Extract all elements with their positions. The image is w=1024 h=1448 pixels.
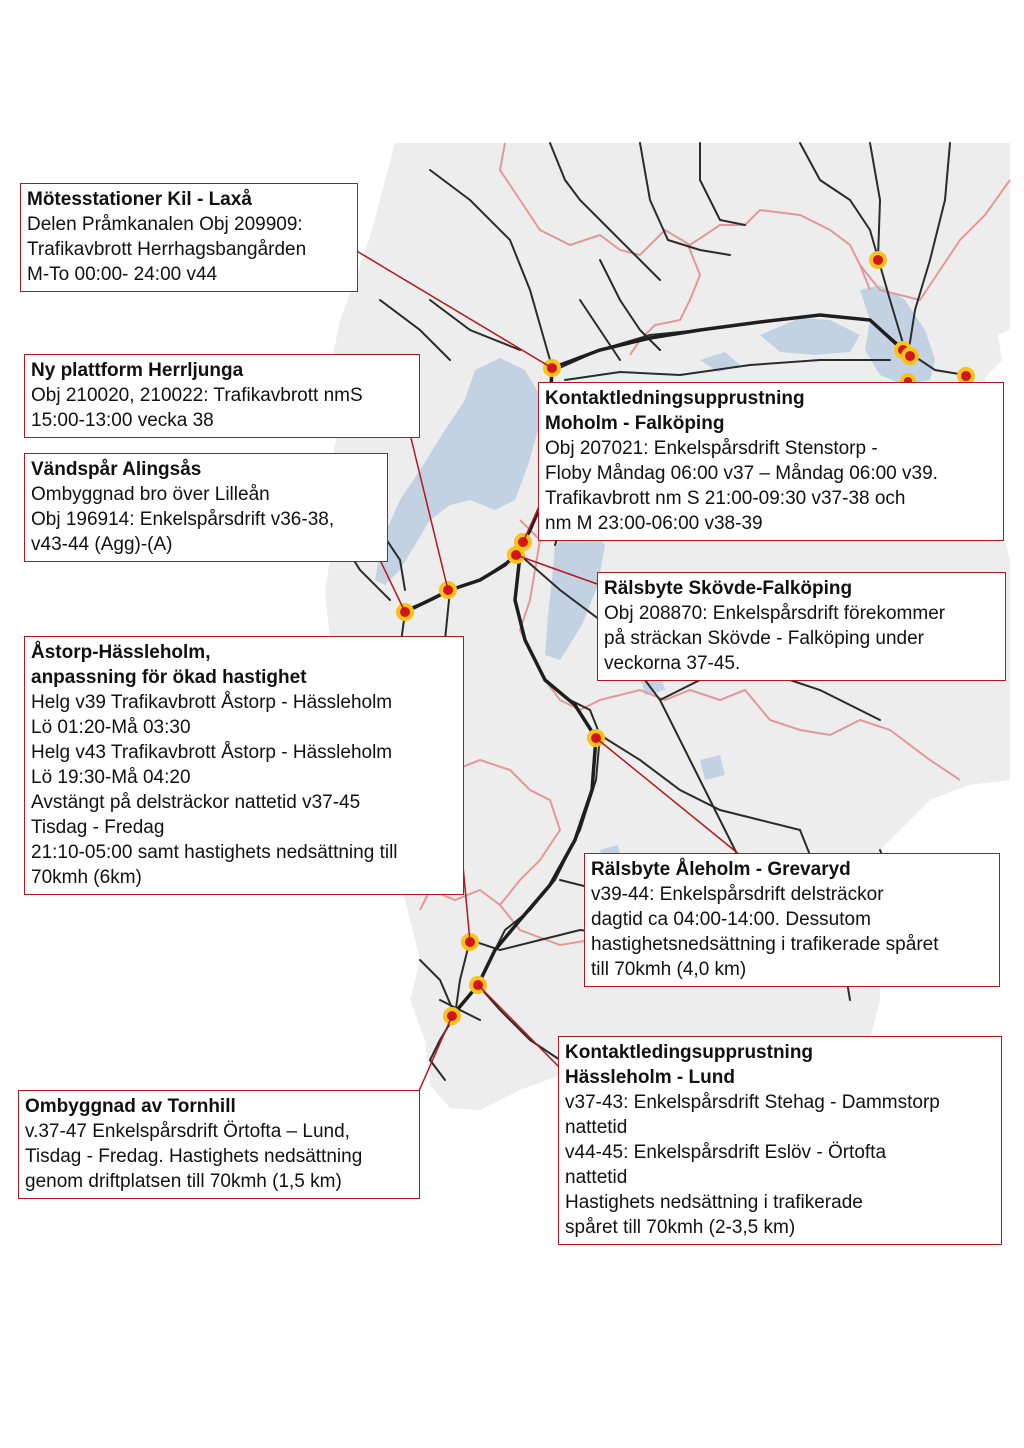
- callout-line: Obj 207021: Enkelspårsdrift Stenstorp -: [545, 438, 878, 459]
- callout-line: nattetid: [565, 1167, 628, 1188]
- callout-line: Obj 208870: Enkelspårsdrift förekommer: [604, 603, 946, 624]
- callout-line: Lö 19:30-Må 04:20: [31, 767, 191, 788]
- callout-subtitle: Hässleholm - Lund: [565, 1067, 735, 1088]
- callout-line: dagtid ca 04:00-14:00. Dessutom: [591, 909, 871, 930]
- callout-line: spåret till 70kmh (2-3,5 km): [565, 1217, 796, 1238]
- callout-line: 21:10-05:00 samt hastighets nedsättning till: [31, 842, 398, 863]
- callout-title: Åstorp-Hässleholm,: [31, 642, 211, 663]
- callout-line: nm M 23:00-06:00 v38-39: [545, 513, 763, 534]
- callout-line: veckorna 37-45.: [604, 653, 741, 674]
- callout-title: Rälsbyte Skövde-Falköping: [604, 578, 853, 599]
- callout-line: på sträckan Skövde - Falköping under: [604, 628, 925, 649]
- callout-astorp: [24, 636, 464, 895]
- callout-line: Obj 210020, 210022: Trafikavbrott nmS: [31, 385, 363, 406]
- callout-line: v43-44 (Agg)-(A): [31, 534, 173, 555]
- callout-alingsas: [24, 453, 388, 562]
- callout-title: Vändspår Alingsås: [31, 459, 202, 480]
- callout-title: Mötesstationer Kil - Laxå: [27, 189, 252, 210]
- callout-herrljunga: [24, 354, 420, 438]
- marker-top-right-1: [871, 253, 885, 267]
- callout-title: Ombyggnad av Tornhill: [25, 1096, 236, 1117]
- callout-line: genom driftplatsen till 70kmh (1,5 km): [25, 1171, 342, 1192]
- callout-line: v37-43: Enkelspårsdrift Stehag - Dammstorp: [565, 1092, 940, 1113]
- callout-line: v44-45: Enkelspårsdrift Eslöv - Örtofta: [565, 1142, 887, 1163]
- callout-line: nattetid: [565, 1117, 628, 1138]
- callout-line: Lö 01:20-Må 03:30: [31, 717, 191, 738]
- callout-aleholm: [584, 853, 1000, 987]
- callout-lund: [558, 1036, 1002, 1245]
- callout-title: Kontaktledingsupprustning: [565, 1042, 814, 1063]
- callout-skovde: [597, 572, 1006, 681]
- callout-line: v.37-47 Enkelspårsdrift Örtofta – Lund,: [25, 1121, 350, 1142]
- callout-line: Avstängt på delsträckor nattetid v37-45: [31, 792, 361, 813]
- callout-line: Trafikavbrott nm S 21:00-09:30 v37-38 och: [545, 488, 906, 509]
- callout-line: v39-44: Enkelspårsdrift delsträckor: [591, 884, 884, 905]
- callout-line: 15:00-13:00 vecka 38: [31, 410, 214, 431]
- callout-line: hastighetsnedsättning i trafikerade spåret: [591, 934, 939, 955]
- callout-line: M-To 00:00- 24:00 v44: [27, 264, 218, 285]
- callout-line: Tisdag - Fredag. Hastighets nedsättning: [25, 1146, 363, 1167]
- marker-top-right-4: [959, 369, 973, 383]
- callout-subtitle: Moholm - Falköping: [545, 413, 725, 434]
- callout-moholm: [538, 382, 1004, 541]
- callout-line: Hastighets nedsättning i trafikerade: [565, 1192, 863, 1213]
- callout-subtitle: anpassning för ökad hastighet: [31, 667, 307, 688]
- callout-kil-laxa: [20, 183, 358, 292]
- callout-tornhill: [18, 1090, 420, 1199]
- callout-line: Trafikavbrott Herrhagsbangården: [27, 239, 307, 260]
- callout-line: Delen Pråmkanalen Obj 209909:: [27, 214, 303, 235]
- callout-title: Kontaktledningsupprustning: [545, 388, 805, 409]
- callout-line: Tisdag - Fredag: [31, 817, 165, 838]
- callout-line: Helg v43 Trafikavbrott Åstorp - Hässleholm: [31, 742, 393, 763]
- callout-line: Floby Måndag 06:00 v37 – Måndag 06:00 v39.: [545, 463, 938, 484]
- callout-line: till 70kmh (4,0 km): [591, 959, 747, 980]
- callout-line: Ombyggnad bro över Lilleån: [31, 484, 270, 505]
- callout-title: Ny plattform Herrljunga: [31, 360, 244, 381]
- callout-line: 70kmh (6km): [31, 867, 142, 888]
- callout-title: Rälsbyte Åleholm - Grevaryd: [591, 859, 851, 880]
- callout-line: Obj 196914: Enkelspårsdrift v36-38,: [31, 509, 335, 530]
- marker-top-right-3: [903, 349, 917, 363]
- callout-line: Helg v39 Trafikavbrott Åstorp - Hässleholm: [31, 692, 393, 713]
